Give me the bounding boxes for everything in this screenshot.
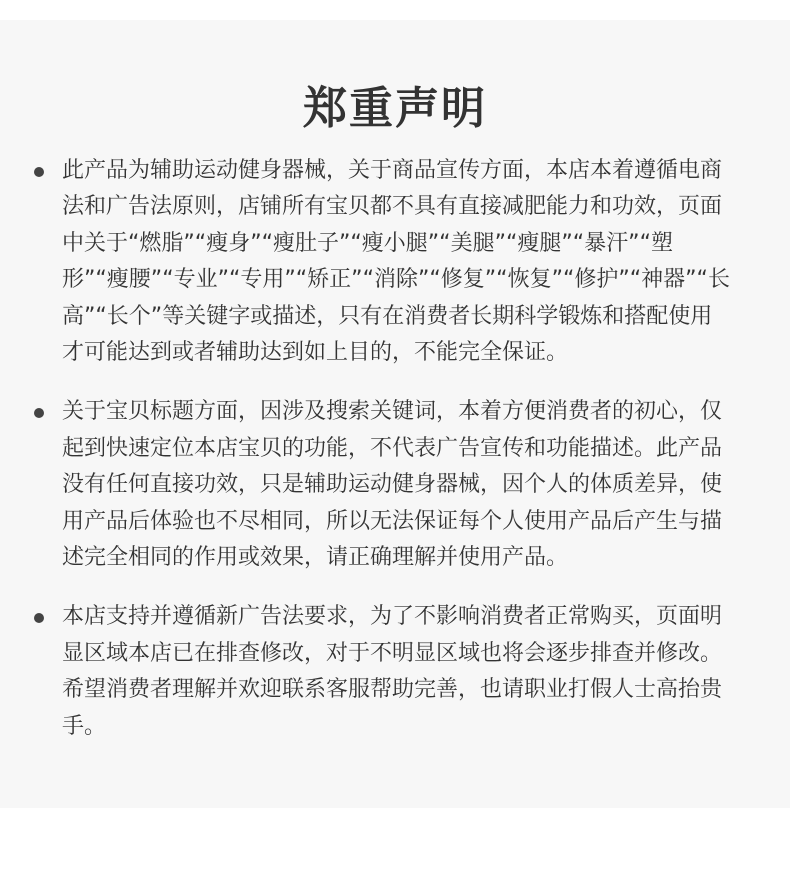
paragraph-text: 本店支持并遵循新广告法要求，为了不影响消费者正常购买，页面明显区域本店已在排查修改，对于不明显区域也将会逐步排查并修改。希望消费者理解并欢迎联系客服帮助完善，也请职业打假人士高抬贵手。 <box>62 604 723 739</box>
bullet-dot-icon <box>34 408 44 418</box>
bullet-dot-icon <box>34 613 44 623</box>
disclaimer-list <box>0 153 790 768</box>
list-item <box>0 599 790 745</box>
list-item <box>0 153 790 371</box>
paragraph-text: 关于宝贝标题方面，因涉及搜索关键词，本着方便消费者的初心，仅起到快速定位本店宝贝的功能，不代表广告宣传和功能描述。此产品没有任何直接功效，只是辅助运动健身器械，因个人的体质差异，使用产品后体验也不尽相同，所以无法保证每个人使用产品后产生与描述完全相同的作用或效果，请正确理解并使用产品。 <box>62 399 723 571</box>
page-title: 郑重声明 <box>303 83 487 134</box>
list-item <box>0 394 790 576</box>
bullet-dot-icon <box>34 167 44 177</box>
paragraph-text: 此产品为辅助运动健身器械，关于商品宣传方面，本店本着遵循电商法和广告法原则，店铺所有宝贝都不具有直接减肥能力和功效，页面中关于“燃脂”“瘦身”“瘦肚子”“瘦小腿”“美腿”“瘦腿”“暴汗”“塑形”“瘦腰”“专业”“专用”“矫正”“消除”“修复”“恢复”“修护”“神器”“长高”“长个”等关键字或描述，只有在消费者长期科学锻炼和搭配使用才可能达到或者辅助达到如上目的，不能完全保证。 <box>62 158 730 366</box>
